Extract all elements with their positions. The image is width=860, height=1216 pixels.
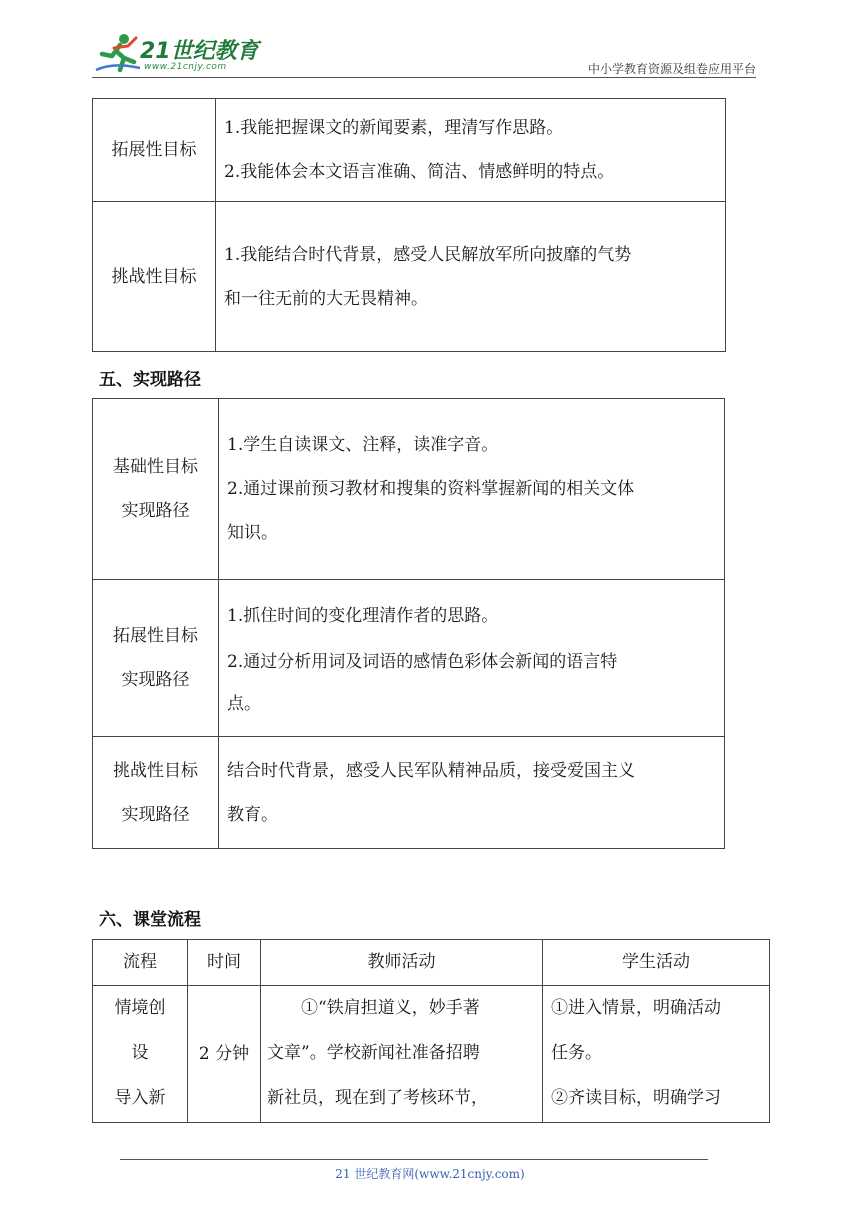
header-divider [92, 77, 756, 78]
running-figure-icon [94, 32, 142, 74]
row-label: 基础性目标 实现路径 [93, 399, 219, 580]
table-row [93, 580, 725, 737]
process-cell: 情境创 设 导入新 [93, 986, 188, 1123]
row-content: 1.我能结合时代背景，感受人民解放军所向披靡的气势 和一往无前的大无畏精神。 [216, 202, 726, 352]
paths-table [92, 398, 725, 849]
footer-divider [120, 1159, 708, 1160]
table-header-row [93, 940, 770, 986]
process-table [92, 939, 770, 1123]
goals-table [92, 98, 726, 352]
section-heading: 五、实现路径 [99, 370, 201, 390]
column-header: 时间 [188, 940, 261, 986]
column-header: 学生活动 [543, 940, 770, 986]
platform-name: 中小学教育资源及组卷应用平台 [587, 62, 756, 76]
row-content: 1.我能把握课文的新闻要素，理清写作思路。 2.我能体会本文语言准确、简洁、情感鲜明的特点。 [216, 99, 726, 202]
row-content: 1.抓住时间的变化理清作者的思路。 2.通过分析用词及词语的感情色彩体会新闻的语言特 点。 [219, 580, 725, 737]
time-cell: 2 分钟 [188, 986, 261, 1123]
table-row [93, 737, 725, 849]
page-header [92, 30, 756, 80]
section-heading: 六、课堂流程 [99, 910, 201, 930]
table-row [93, 399, 725, 580]
teacher-activity-cell: ①“铁肩担道义，妙手著 文章”。学校新闻社准备招聘 新社员，现在到了考核环节， [261, 986, 543, 1123]
row-content: 1.学生自读课文、注释，读准字音。 2.通过课前预习教材和搜集的资料掌握新闻的相关文体 知识。 [219, 399, 725, 580]
row-content: 结合时代背景，感受人民军队精神品质，接受爱国主义 教育。 [219, 737, 725, 849]
table-row [93, 99, 726, 202]
row-label: 挑战性目标 实现路径 [93, 737, 219, 849]
logo-text: 21世纪教育 [140, 39, 259, 64]
row-label: 拓展性目标 实现路径 [93, 580, 219, 737]
student-activity-cell: ①进入情景，明确活动 任务。 ②齐读目标，明确学习 [543, 986, 770, 1123]
column-header: 流程 [93, 940, 188, 986]
column-header: 教师活动 [261, 940, 543, 986]
logo-url: www.21cnjy.com [144, 62, 227, 72]
row-label: 挑战性目标 [93, 202, 216, 352]
row-label: 拓展性目标 [93, 99, 216, 202]
table-row [93, 986, 770, 1123]
footer-text: 21 世纪教育网(www.21cnjy.com) [335, 1167, 525, 1181]
table-row [93, 202, 726, 352]
site-logo [92, 30, 262, 76]
